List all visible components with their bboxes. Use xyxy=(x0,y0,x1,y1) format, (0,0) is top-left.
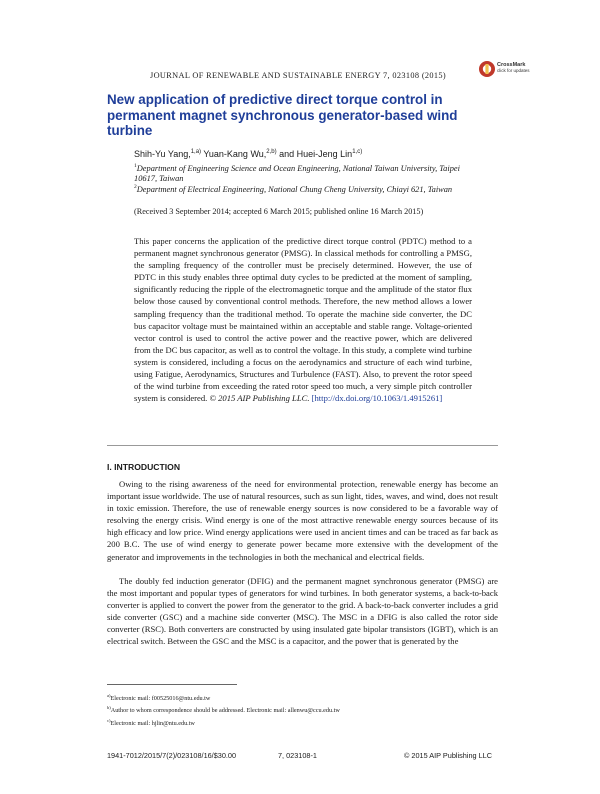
doi-link[interactable]: [http://dx.doi.org/10.1063/1.4915261] xyxy=(311,393,443,404)
author-marker: 1,a) xyxy=(190,149,202,155)
section-divider xyxy=(107,445,498,446)
footer-issn: 1941-7012/2015/7(2)/023108/16/$30.00 xyxy=(107,751,237,760)
affiliation: $^1$Department of Engineering Science and Ocean Engineering, National Taiwan University, Taipei 10617, Taiwan xyxy=(134,163,460,183)
footnote: $^{a)}$Electronic mail: f00525016@ntu.edu.tw xyxy=(107,693,211,703)
author-name: Shih-Yu Yang, xyxy=(134,149,191,159)
crossmark-icon xyxy=(478,60,496,78)
abstract xyxy=(134,235,472,404)
footnote-divider xyxy=(107,684,237,685)
footnotes xyxy=(107,691,340,728)
body-paragraph: Owing to the rising awareness of the need for environmental protection, renewable energy has become an important issue worldwide. The use of natural resources, such as sun light, tides, waves, and wind, does not result in toxic emission. Therefore, the use of renewable energy sources is now considered to be a favorable way of resolving the energy crisis. Wind energy is one of the most attractive renewable energy sources because of its high efficacy and low price. Wind energy applications were used in ancient times and can be traced as far back as 200 B.C. The use of wind energy to generate power became more extensive with the development of the generator and improvements in the technologies in both the mechanical and electrical fields. xyxy=(107,479,498,562)
crossmark-logo[interactable] xyxy=(478,58,530,86)
author-name: Yuan-Kang Wu, xyxy=(201,149,267,159)
footer-copyright: © 2015 AIP Publishing LLC xyxy=(404,751,493,760)
copyright-notice: © 2015 AIP Publishing LLC. xyxy=(209,393,310,404)
body-paragraph: The doubly fed induction generator (DFIG) and the permanent magnet synchronous generator (PMSG) are the most important and popular types of generators for wind turbines. In both generator systems, a back-to-back converter is applied to convert the power from the generator to the grid. A back-to-back converter includes a grid side converter (GSC) and a machine side converter (MSC). The MSC in a DFIG is also called the rotor side converter (RSC). Both converters are constructed by using insulated gate bipolar transistors (IGBT), which is an electrical switch. Between the GSC and the MSC is a capacitor, and the power that is generated by the xyxy=(107,576,498,647)
footnote: $^{c)}$Electronic mail: hjlin@ntu.edu.tw xyxy=(107,717,195,727)
footer-page-number: 7, 023108-1 xyxy=(278,751,317,760)
section-heading: I. INTRODUCTION xyxy=(107,462,181,472)
abstract-text: This paper concerns the application of the predictive direct torque control (PDTC) method to a permanent magnet synchronous generator (PMSG). In classical methods for controlling a PMSG, the sampling frequency of the controller must be precisely determined. However, the use of PDTC in this study enables three optimal duty cycles to be predicted at the moment of sampling, significantly reducing the ripple of the electromagnetic torque and the amplitude of the stator flux below those caused by conventional control methods. Therefore, the new method allows a lower sampling frequency than the traditional method. To operate the machine side converter, the DC bus capacitor voltage must be maintained within an acceptable and stable range. Voltage-oriented vector control is used to control the active power and the reactive power, which are delivered from the DC bus capacitor, as well as to control the voltage. In this study, a complete wind turbine system is considered, including a focus on the aerodynamics and structure of each wind turbine, using Fatigue, Aerodynamics, Structures and Turbulence (FAST). Also, to prevent the rotor speed of the wind turbine from exceeding the rated rotor speed too much, a very simple pitch controller system is considered. xyxy=(134,236,472,404)
author-list xyxy=(134,149,362,159)
article-title: New application of predictive direct torque control in permanent magnet synchronous generator-based wind turbine xyxy=(107,92,458,138)
received-dates: (Received 3 September 2014; accepted 6 March 2015; published online 16 March 2015) xyxy=(134,207,424,216)
author-marker: 1,c) xyxy=(352,149,363,155)
crossmark-label: CrossMark click for updates xyxy=(497,62,530,73)
author-name: and Huei-Jeng Lin xyxy=(276,149,353,159)
affiliation: $^2$Department of Electrical Engineering, National Chung Cheng University, Chiayi 621, Taiwan xyxy=(134,184,453,194)
author-marker: 2,b) xyxy=(266,149,277,155)
journal-header: JOURNAL OF RENEWABLE AND SUSTAINABLE ENERGY 7, 023108 (2015) xyxy=(150,71,447,80)
footnote: $^{b)}$Author to whom correspondence should be addressed. Electronic mail: allenwu@ccu.edu.tw xyxy=(107,705,340,715)
